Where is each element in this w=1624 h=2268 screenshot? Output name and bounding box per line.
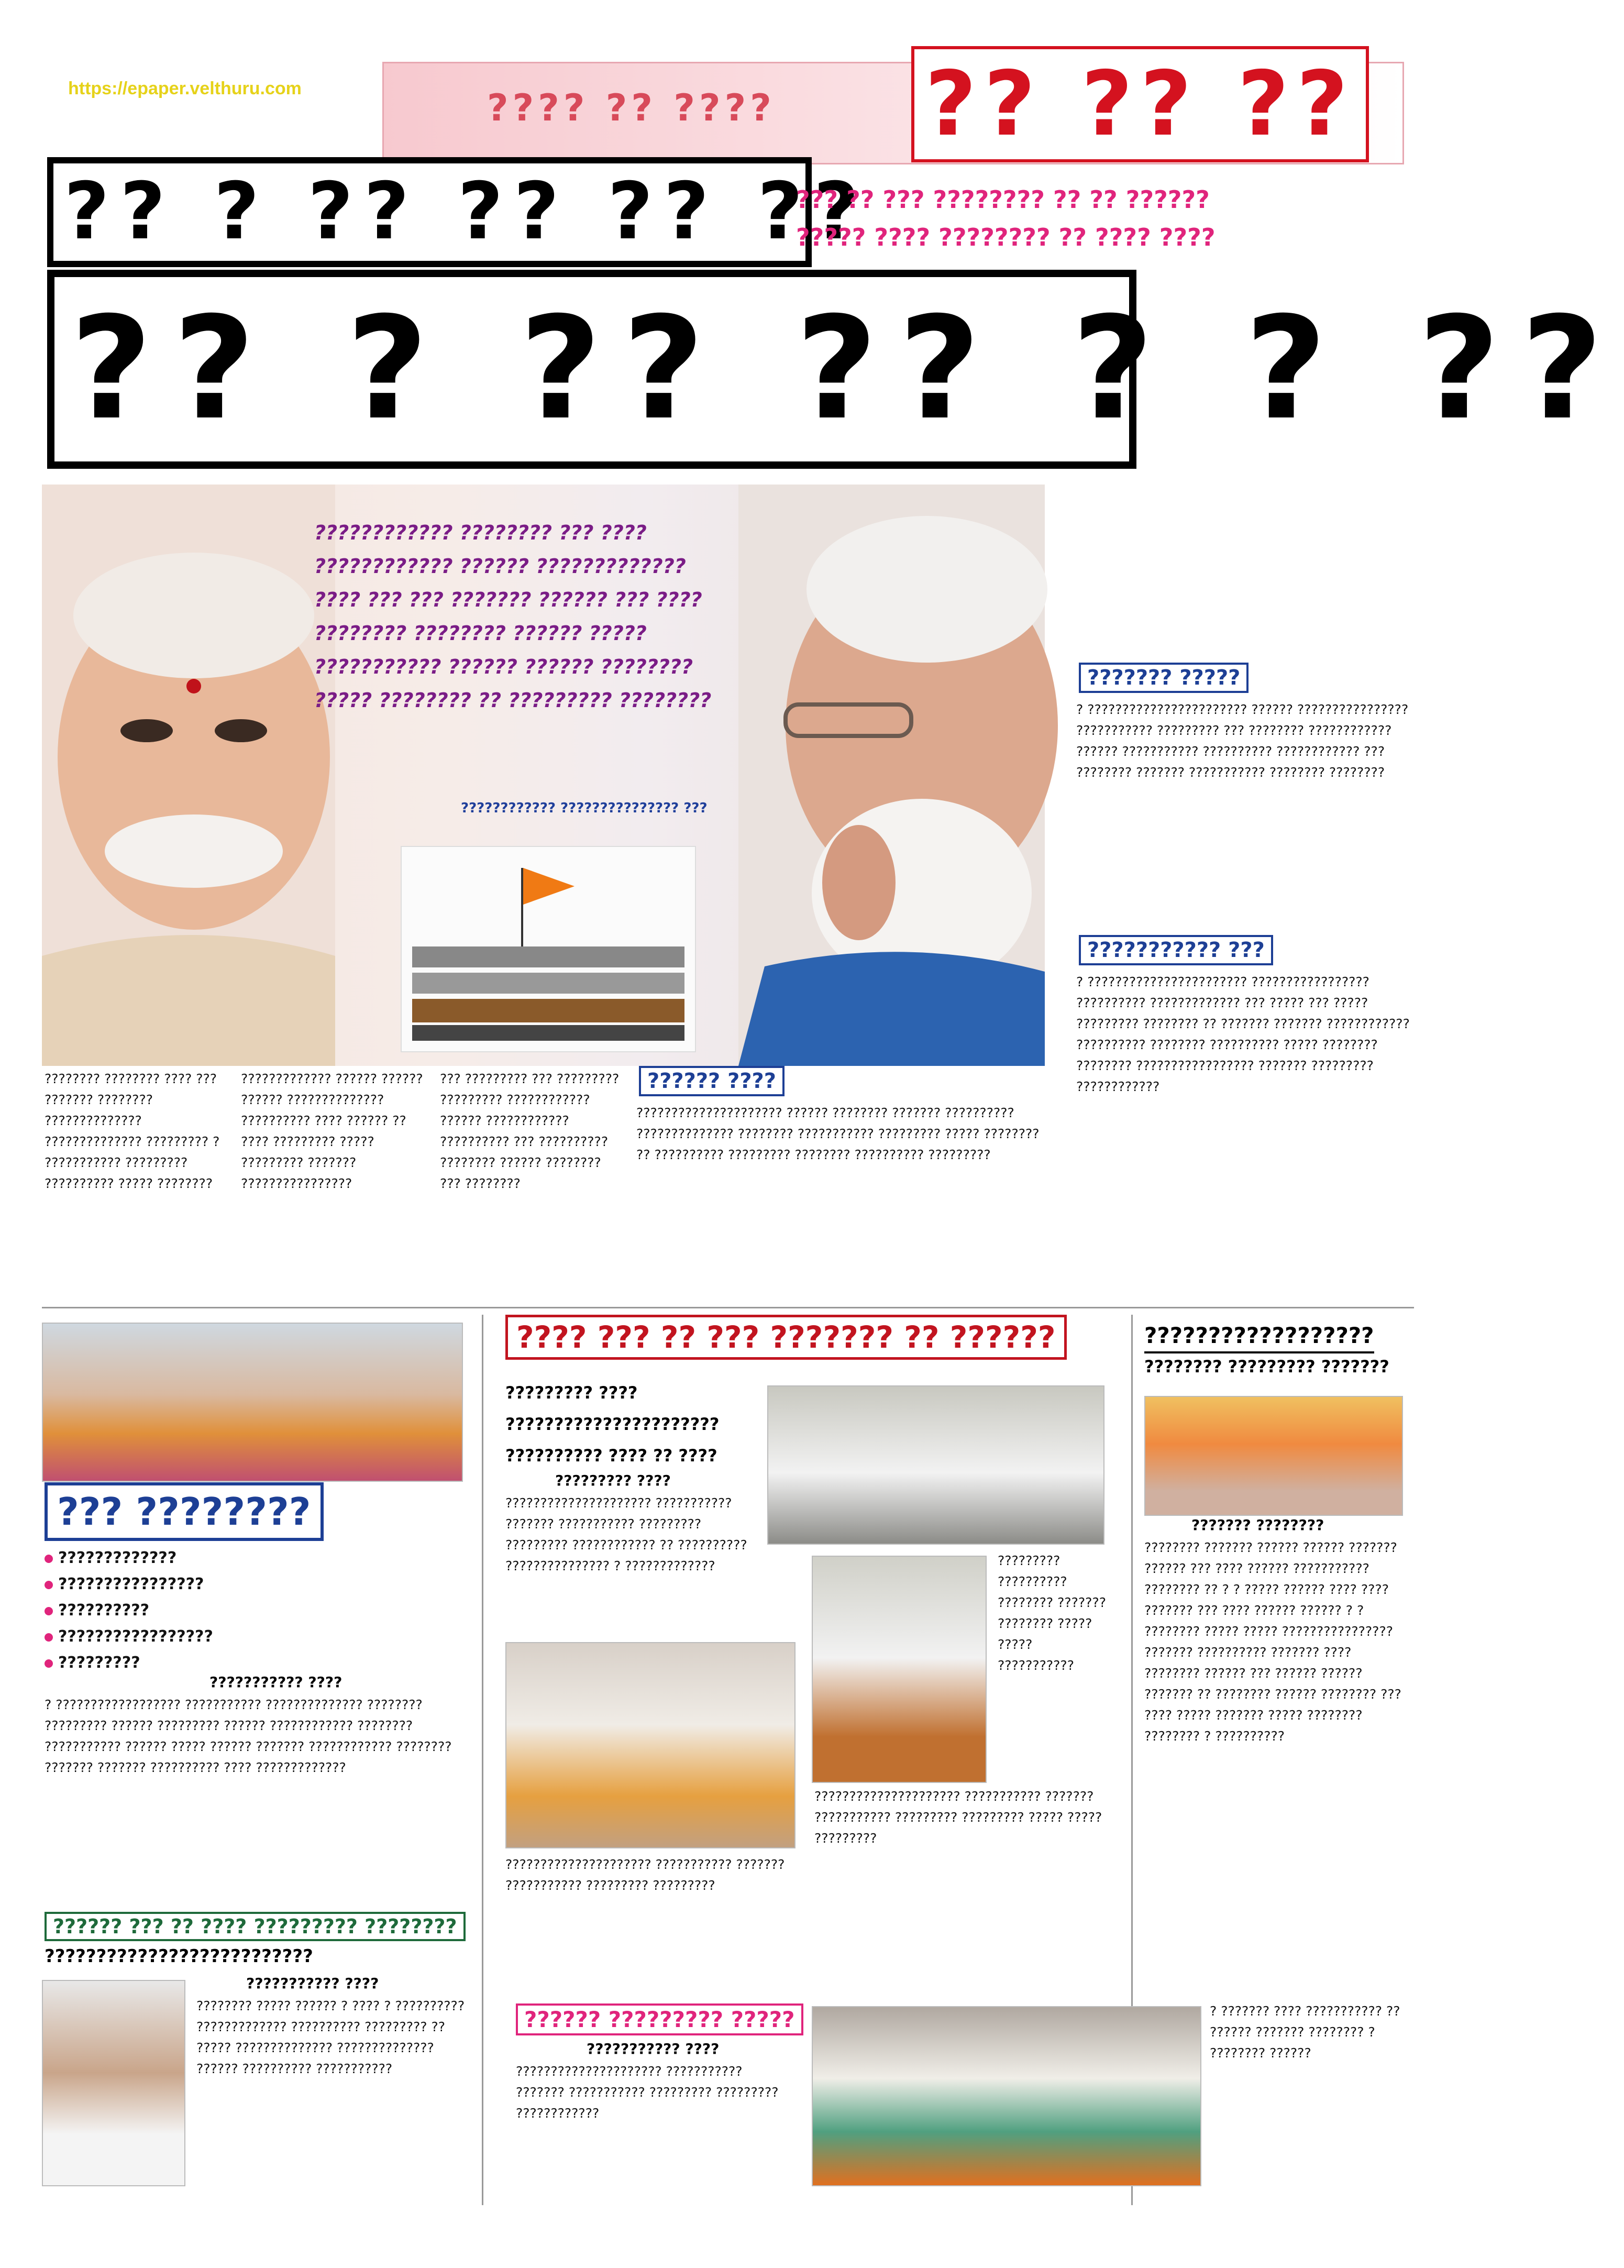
newspaper-logo: ?? ?? ?? [911, 46, 1369, 162]
bottom-left-list [45, 1545, 474, 1676]
group-photo [42, 1323, 463, 1482]
bottom-left-byline: ??????????? ???? [209, 1674, 343, 1691]
mid-red-head: ???? ??? ?? ??? ??????? ?? ?????? [505, 1315, 1067, 1360]
list-item-text: ????????? [58, 1654, 140, 1672]
lead-column-3: ??? ????????? ??? ????????? ????????? ???????????? ?????? ???????????? ?????????? ??? ?????????? ???????? ?????? ???????? ??? ???????? [440, 1071, 620, 1191]
mid-text-c: ????????????????????? ??????????? ??????? ??????????? ????????? ????????? ????? ????? ????????? [814, 1789, 1102, 1846]
bottom-left-text: ? ?????????????????? ??????????? ?????????????? ???????? ????????? ?????? ????????? ?????? ???????????? ???????? ??????????? ?????? ????? ?????? ??????? ???????????? ???????? ??????? ??????? ?????????? ???? ????????????? [45, 1697, 452, 1775]
mid-text: ????????????????????? ??????????? ??????? ??????????? ????????? ????????? ???????????? ?? ?????????? ??????????????? ? ????????????? [505, 1495, 747, 1573]
right-text-1: ? ??????????????????????? ?????? ???????????????? ??????????? ????????? ??? ???????? ???????????? ?????? ??????????? ?????????? ???????????? ??? ???????? ??????? ??????????? ???????? ???????? [1076, 702, 1409, 780]
list-item [45, 1571, 474, 1598]
list-item-text: ????????????????? [58, 1627, 213, 1646]
mid-photo-4 [812, 2006, 1201, 2186]
bullet-icon [45, 1633, 53, 1642]
list-item [45, 1545, 474, 1571]
young-man-portrait [42, 1980, 185, 2186]
bottom-left-title: ??? ???????? [45, 1482, 324, 1541]
mid-head-1: ????????? ???? [505, 1383, 638, 1403]
list-item-text: ???????????????? [58, 1575, 204, 1593]
bottom-left-subhead: ?????????????????????????? [45, 1946, 313, 1967]
leader-portrait-left [42, 485, 335, 1066]
right-bottom-photo [1144, 1396, 1403, 1516]
mid-text-d: ????????????????????? ??????????? ??????? ??????????? ????????? ????????? ???????????? [516, 2064, 779, 2121]
right-bottom-text: ???????? ??????? ?????? ?????? ??????? ?????? ??? ???? ?????? ??????????? ???????? ?? ? ? ????? ?????? ???? ???? ??????? ??? ???? ?????? ?????? ? ? ???????? ????? ????? ???????????????? ??????? ?????????? ??????? ???? ???????? ?????? ??? ?????? ?????? ??????? ?? ???????? ?????? ???????? ??? ???? ????? ??????? ????? ???????? ???????? ? ?????????? [1144, 1540, 1401, 1744]
headline-line-1: ?? ? ?? ?? ?? ?? [47, 157, 812, 267]
right-bottom-head: ?????????????????? [1144, 1323, 1374, 1353]
list-item [45, 1650, 474, 1676]
bullet-icon [45, 1581, 53, 1589]
mid-photo-3 [812, 1556, 987, 1783]
bullet-icon [45, 1607, 53, 1615]
epaper-url[interactable]: https://epaper.velthuru.com [68, 79, 302, 98]
mid-text-b: ????????????????????? ??????????? ??????? ??????????? ????????? ????????? [505, 1857, 785, 1893]
lead-column-1: ???????? ???????? ???? ??? ??????? ???????? ?????????????? ?????????????? ????????? ? ??????????? ????????? ?????????? ????? ???????? [45, 1071, 220, 1191]
section-divider [42, 1307, 1414, 1308]
mid-byline: ????????? ???? [555, 1472, 671, 1489]
mid-head-2: ?????????????????????? [505, 1414, 720, 1434]
right-head-1: ??????? ????? [1079, 663, 1249, 693]
right-text-2: ? ??????????????????????? ????????????????? ?????????? ????????????? ??? ????? ??? ????? ????????? ???????? ?? ??????? ??????? ???????????? ?????????? ???????? ?????????? ????? ???????? ???????? ????????????????? ??????? ????????? ???????????? [1076, 974, 1410, 1094]
mid-photo-2 [505, 1642, 796, 1848]
mid-byline-3: ??????????? ???? [587, 2040, 720, 2057]
mid-head-3: ?????????? ???? ?? ???? [505, 1446, 717, 1466]
leader-portrait-right [738, 485, 1058, 1066]
column-divider-left [482, 1315, 483, 2205]
rss-march-inset [401, 846, 696, 1052]
right-section-head-1 [1079, 663, 1249, 693]
subhead-line-1: ??? ?? ??? ???????? ?? ?? ?????? [796, 185, 1210, 214]
green-section-head: ?????? ??? ?? ???? ????????? ???????? [45, 1912, 466, 1941]
mid-photo-1 [767, 1385, 1104, 1545]
bottom-left-byline-2: ??????????? ???? [246, 1975, 379, 1992]
bullet-icon [45, 1659, 53, 1668]
mid-side-text: ????????? ?????????? ???????? ??????? ???????? ????? ????? ??????????? [998, 1553, 1106, 1673]
lead-column-4: ????????????????????? ?????? ???????? ??????? ?????????? ?????????????? ???????? ??????????? ????????? ????? ???????? ?? ?????????? ????????? ???????? ?????????? ????????? [636, 1105, 1040, 1162]
bottom-left-text-2: ???????? ????? ?????? ? ???? ? ?????????? ????????????? ?????????? ????????? ?? ????? ?????????????? ?????????????? ?????? ?????????? ??????????? [196, 1998, 465, 2076]
list-item-text: ????????????? [58, 1549, 177, 1567]
mid-side-text-2: ? ??????? ???? ??????????? ?? ?????? ??????? ???????? ? ???????? ?????? [1210, 2003, 1400, 2061]
lead-column-4-head [639, 1066, 785, 1096]
lead-quote: ???????????? ???????? ??? ???? ???????????? ?????? ????????????? ???? ??? ??? ??????? ?????? ??? ???? ???????? ???????? ?????? ????? ??????????? ?????? ?????? ???????? ????? ???????? ?? ????????? ???????? [314, 521, 712, 712]
rss-march-illustration [402, 847, 693, 1049]
bullet-icon [45, 1555, 53, 1563]
list-item [45, 1624, 474, 1650]
headline-subhead [796, 181, 1383, 256]
col4-section-head: ?????? ???? [639, 1066, 785, 1096]
masthead-left-title: ???? ?? ???? [487, 86, 776, 129]
headline-line-2: ?? ? ?? ?? ? ? ?? [47, 270, 1136, 469]
list-item-text: ?????????? [58, 1601, 150, 1620]
right-section-head-2 [1079, 935, 1273, 965]
right-bottom-subhead: ???????? ????????? ??????? [1144, 1357, 1389, 1377]
list-item [45, 1598, 474, 1624]
right-head-2: ??????????? ??? [1079, 935, 1273, 965]
quote-source: ???????????? ??????????????? ??? [461, 800, 708, 816]
right-bottom-byline: ??????? ???????? [1191, 1516, 1324, 1534]
subhead-line-2: ????? ???? ???????? ?? ???? ???? [796, 223, 1216, 251]
lead-column-2: ????????????? ?????? ?????? ?????? ?????????????? ?????????? ???? ?????? ?? ???? ????????? ????? ????????? ??????? ???????????????? [241, 1071, 423, 1191]
mid-pink-head: ?????? ????????? ????? [516, 2003, 803, 2035]
